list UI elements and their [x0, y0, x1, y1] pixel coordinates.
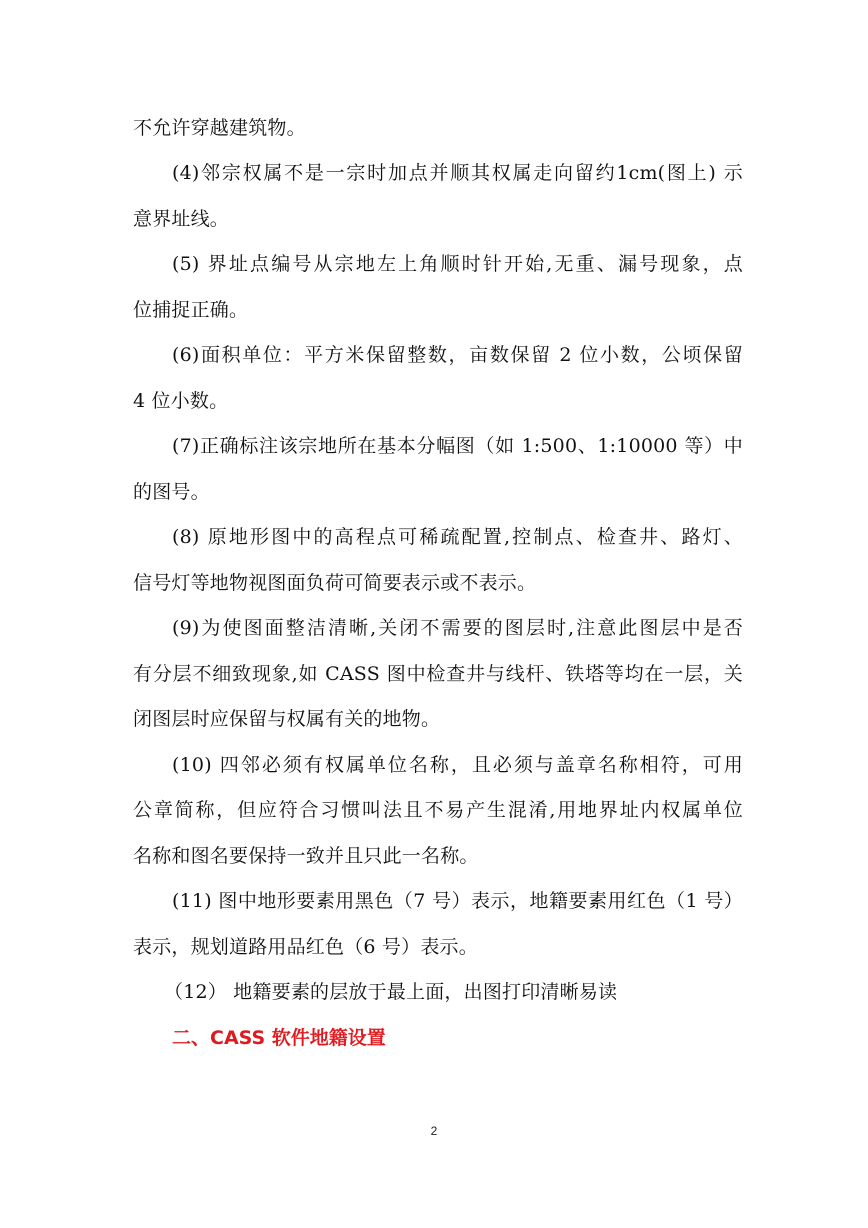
- text-line: (11) 图中地形要素用黑色（7 号）表示，地籍要素用红色（1 号）: [172, 890, 743, 912]
- text-line: 不允许穿越建筑物。: [133, 117, 306, 139]
- text-line: 的图号。: [133, 481, 210, 503]
- text-line: 4 位小数。: [133, 390, 229, 412]
- text-line: (10) 四邻必须有权属单位名称，且必须与盖章名称相符，可用: [172, 754, 743, 776]
- text-line: 表示，规划道路用品红色（6 号）表示。: [133, 936, 478, 958]
- text-line: 名称和图名要保持一致并且只此一名称。: [133, 845, 479, 867]
- text-line: 位捕捉正确。: [133, 299, 249, 321]
- text-line: 公章简称，但应符合习惯叫法且不易产生混淆,用地界址内权属单位: [133, 799, 743, 821]
- section-heading: 二、CASS 软件地籍设置: [172, 1027, 386, 1049]
- text-line: (9)为使图面整洁清晰,关闭不需要的图层时,注意此图层中是否: [172, 617, 743, 639]
- page-number: 2: [430, 1124, 438, 1138]
- text-line: (8) 原地形图中的高程点可稀疏配置,控制点、检查井、路灯、: [172, 526, 743, 548]
- text-line: 有分层不细致现象,如 CASS 图中检查井与线杆、铁塔等均在一层，关: [133, 663, 743, 685]
- text-line: 意界址线。: [133, 208, 230, 230]
- text-line: (7)正确标注该宗地所在基本分幅图（如 1:500、1:10000 等）中: [172, 435, 743, 457]
- text-line: (4)邻宗权属不是一宗时加点并顺其权属走向留约1cm(图上) 示: [172, 162, 743, 184]
- text-line: (6)面积单位：平方米保留整数，亩数保留 2 位小数，公顷保留: [172, 344, 743, 366]
- text-line: （12） 地籍要素的层放于最上面，出图打印清晰易读: [164, 981, 618, 1003]
- text-line: 信号灯等地物视图面负荷可简要表示或不表示。: [133, 572, 537, 594]
- text-line: (5) 界址点编号从宗地左上角顺时针开始,无重、漏号现象，点: [172, 253, 743, 275]
- text-line: 闭图层时应保留与权属有关的地物。: [133, 708, 441, 730]
